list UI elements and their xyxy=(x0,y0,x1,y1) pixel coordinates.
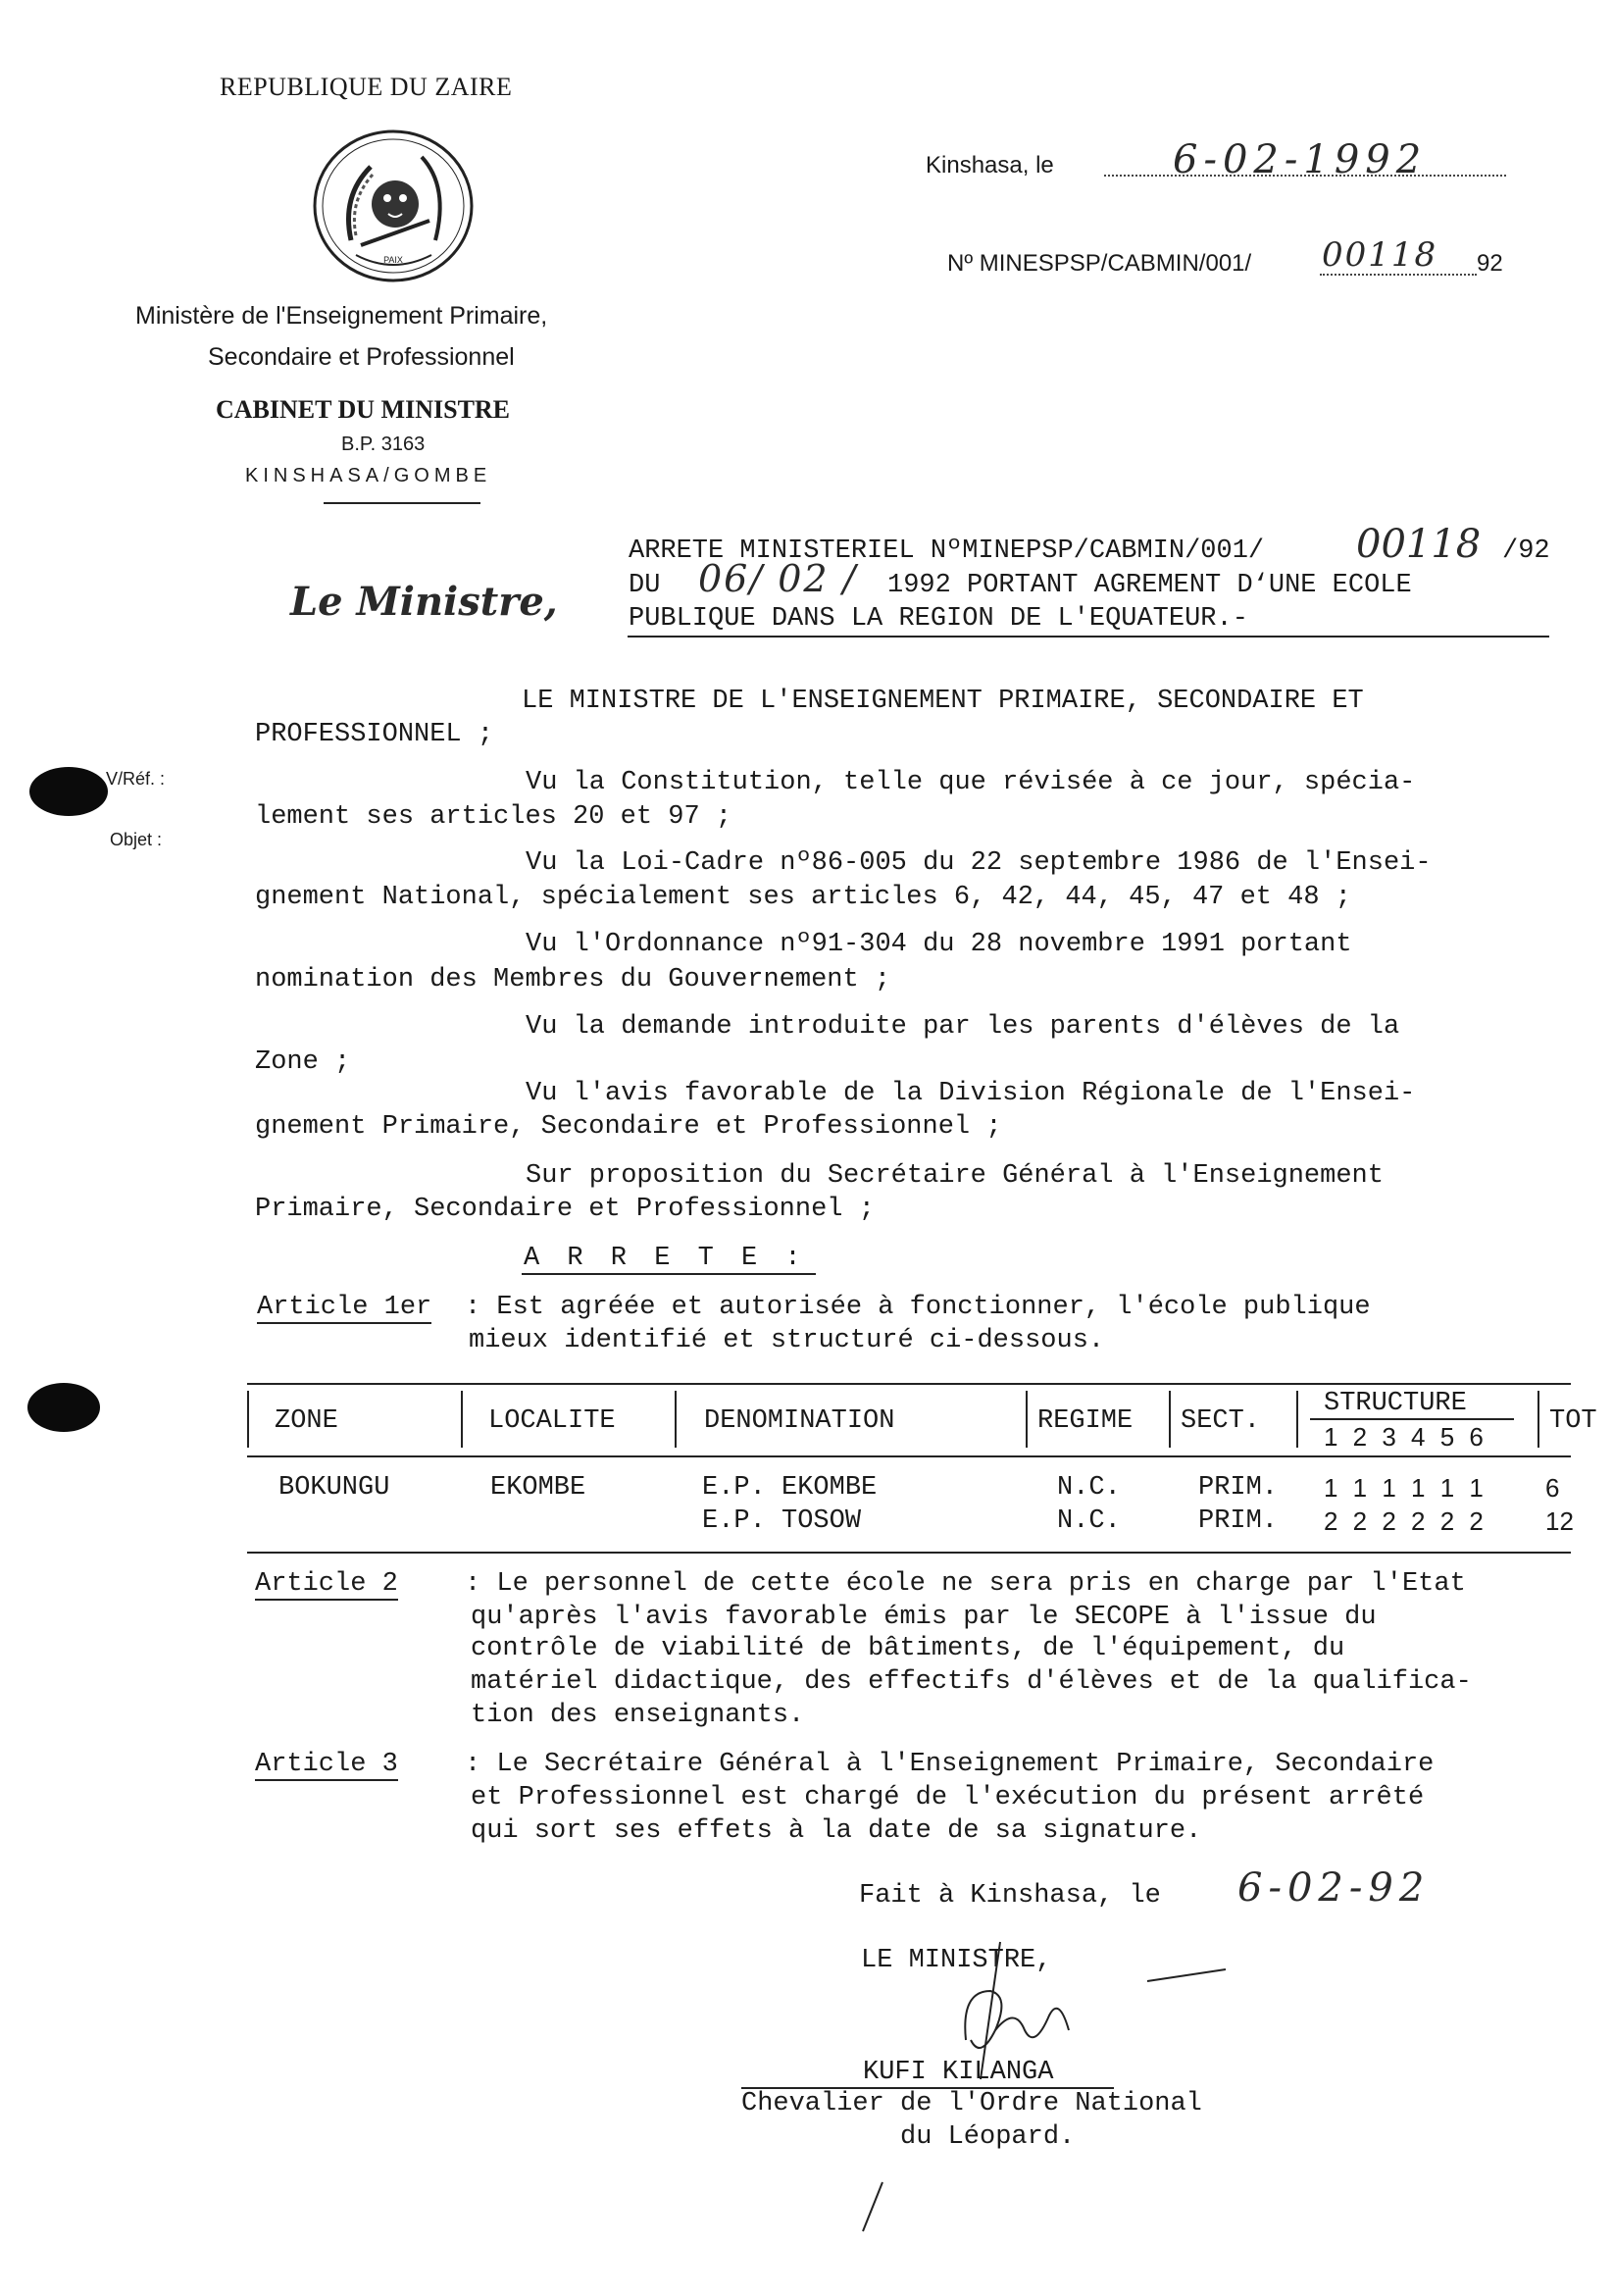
body-p4-line1: Vu l'Ordonnance nº91-304 du 28 novembre 1991 portant xyxy=(526,930,1352,959)
handwritten-decree-number: 00118 xyxy=(1356,522,1482,567)
column-separator xyxy=(461,1391,463,1448)
punch-hole-bottom xyxy=(27,1383,100,1432)
body-p4-line2: nomination des Membres du Gouvernement ; xyxy=(255,965,891,995)
cell-tot: 12 xyxy=(1545,1506,1574,1536)
article2-line: : Le personnel de cette école ne sera pris en charge par l'Etat xyxy=(465,1569,1466,1599)
cabinet-label: CABINET DU MINISTRE xyxy=(216,395,511,424)
body-p3-line2: gnement National, spécialement ses articles 6, 42, 44, 45, 47 et 48 ; xyxy=(255,883,1351,912)
column-separator xyxy=(1169,1391,1171,1448)
column-separator xyxy=(1537,1391,1539,1448)
article2-line: qu'après l'avis favorable émis par le SECOPE à l'issue du xyxy=(471,1603,1377,1632)
article2-label: Article 2 xyxy=(255,1569,398,1599)
po-box: B.P. 3163 xyxy=(341,434,426,455)
title-underline xyxy=(628,636,1549,638)
arrete-heading: A R R E T E : xyxy=(524,1244,807,1273)
handwritten-reference-number: 00118 xyxy=(1322,235,1438,275)
header-regime: REGIME xyxy=(1037,1406,1134,1436)
place-date-label: Kinshasa, le xyxy=(926,152,1054,179)
column-separator xyxy=(247,1391,249,1448)
cell-zone: BOKUNGU xyxy=(278,1473,390,1503)
country-name: REPUBLIQUE DU ZAIRE xyxy=(220,73,513,101)
ministry-line2: Secondaire et Professionnel xyxy=(208,343,515,371)
body-p5-line1: Vu la demande introduite par les parents d'élèves de la xyxy=(526,1012,1400,1042)
objet-label: Objet : xyxy=(110,830,163,849)
column-separator xyxy=(1026,1391,1028,1448)
ministry-line1: Ministère de l'Enseignement Primaire, xyxy=(135,302,548,330)
arrete-underline xyxy=(522,1273,816,1275)
coat-of-arms-seal xyxy=(312,128,475,284)
stray-pen-mark xyxy=(853,2177,892,2236)
cell-sect: PRIM. xyxy=(1198,1506,1279,1536)
article3-line: : Le Secrétaire Général à l'Enseignement Primaire, Secondaire xyxy=(465,1750,1435,1779)
body-p6-line2: gnement Primaire, Secondaire et Professionnel ; xyxy=(255,1112,1002,1142)
cell-structure: 1 1 1 1 1 1 xyxy=(1324,1473,1487,1503)
article3-line: qui sort ses effets à la date de sa signature. xyxy=(471,1816,1202,1846)
cell-structure: 2 2 2 2 2 2 xyxy=(1324,1506,1487,1536)
handwritten-decree-date: 06/ 02 / xyxy=(698,557,858,600)
article1-line2: mieux identifié et structuré ci-dessous. xyxy=(469,1326,1105,1355)
cell-regime: N.C. xyxy=(1057,1506,1121,1536)
header-structure-digits: 1 2 3 4 5 6 xyxy=(1324,1422,1487,1452)
decree-title-prefix: ARRETE MINISTERIEL NºMINEPSP/CABMIN/001/ xyxy=(629,536,1265,566)
decree-title-line3: PUBLIQUE DANS LA REGION DE L'EQUATEUR.- xyxy=(629,604,1248,634)
article1-line1: : Est agréée et autorisée à fonctionner, l'école publique xyxy=(465,1293,1371,1322)
header-tot: TOT xyxy=(1549,1406,1597,1436)
table-bottom-rule xyxy=(247,1552,1571,1554)
body-p1-line2: PROFESSIONNEL ; xyxy=(255,720,494,749)
svg-text:PAIX: PAIX xyxy=(383,255,403,265)
vref-label: V/Réf. : xyxy=(106,769,166,789)
body-p6-line1: Vu l'avis favorable de la Division Régionale de l'Ensei- xyxy=(526,1079,1416,1108)
cell-tot: 6 xyxy=(1545,1473,1560,1503)
letterhead-divider xyxy=(324,502,480,504)
body-p7-line2: Primaire, Secondaire et Professionnel ; xyxy=(255,1195,875,1224)
table-top-rule xyxy=(247,1383,1571,1385)
header-denomination: DENOMINATION xyxy=(704,1406,895,1436)
handwritten-signing-date: 6-02-92 xyxy=(1237,1865,1431,1911)
city-label: KINSHASA/GOMBE xyxy=(245,465,492,486)
body-p5-line2: Zone ; xyxy=(255,1047,351,1077)
body-p7-line1: Sur proposition du Secrétaire Général à l'Enseignement xyxy=(526,1161,1384,1191)
article2-line: matériel didactique, des effectifs d'élèves et de la qualifica- xyxy=(471,1667,1472,1697)
header-structure: STRUCTURE xyxy=(1324,1389,1467,1418)
cell-regime: N.C. xyxy=(1057,1473,1121,1503)
reference-dotted-line xyxy=(1320,274,1477,276)
le-ministre-stamp: Le Ministre, xyxy=(290,579,558,625)
punch-hole-top xyxy=(29,767,108,816)
le-ministre-label: LE MINISTRE, xyxy=(861,1946,1052,1975)
article3-line: et Professionnel est chargé de l'exécution du présent arrêté xyxy=(471,1783,1425,1812)
cell-denomination: E.P. EKOMBE xyxy=(702,1473,878,1503)
column-separator xyxy=(675,1391,677,1448)
handwritten-date: 6-02-1992 xyxy=(1173,137,1428,182)
decree-number-suffix: /92 xyxy=(1502,536,1550,566)
article1-label: Article 1er xyxy=(257,1293,432,1322)
header-zone: ZONE xyxy=(275,1406,338,1436)
decree-du-label: DU xyxy=(629,571,661,600)
distinction-line2: du Léopard. xyxy=(900,2122,1076,2152)
table-header-rule xyxy=(247,1455,1571,1457)
body-p3-line1: Vu la Loi-Cadre nº86-005 du 22 septembre 1986 de l'Ensei- xyxy=(526,848,1432,878)
structure-subheader-rule xyxy=(1310,1418,1514,1420)
article2-line: contrôle de viabilité de bâtiments, de l'équipement, du xyxy=(471,1634,1345,1663)
column-separator xyxy=(1296,1391,1298,1448)
fait-a-label: Fait à Kinshasa, le xyxy=(859,1881,1161,1911)
reference-suffix: 92 xyxy=(1477,250,1503,277)
body-p1-line1: LE MINISTRE DE L'ENSEIGNEMENT PRIMAIRE, SECONDAIRE ET xyxy=(522,687,1364,716)
minister-name: KUFI KILANGA xyxy=(863,2058,1054,2087)
cell-denomination: E.P. TOSOW xyxy=(702,1506,862,1536)
cell-localite: EKOMBE xyxy=(490,1473,586,1503)
decree-title-line2: 1992 PORTANT AGREMENT D‘UNE ECOLE xyxy=(887,571,1412,600)
header-sect: SECT. xyxy=(1181,1406,1261,1436)
reference-label: Nº MINESPSP/CABMIN/001/ xyxy=(947,250,1252,277)
body-p2-line1: Vu la Constitution, telle que révisée à ce jour, spécia- xyxy=(526,768,1416,797)
header-localite: LOCALITE xyxy=(488,1406,616,1436)
distinction-line1: Chevalier de l'Ordre National xyxy=(741,2089,1202,2118)
body-p2-line2: lement ses articles 20 et 97 ; xyxy=(255,802,732,832)
article3-label: Article 3 xyxy=(255,1750,398,1779)
article2-line: tion des enseignants. xyxy=(471,1701,805,1730)
cell-sect: PRIM. xyxy=(1198,1473,1279,1503)
